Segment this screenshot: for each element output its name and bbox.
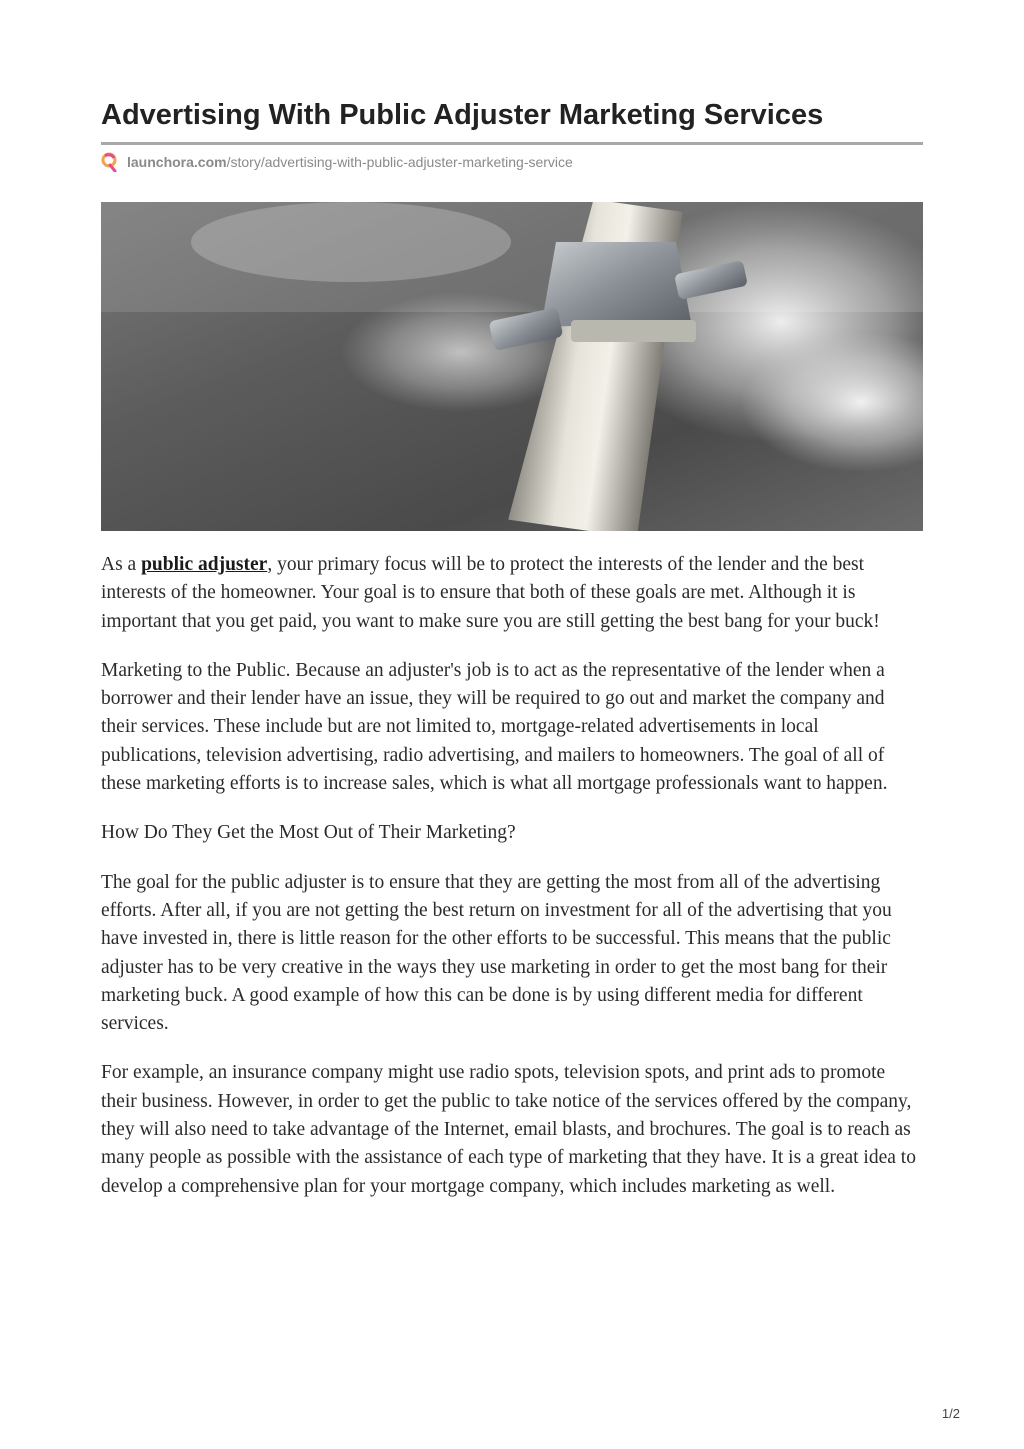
paragraph-example: For example, an insurance company might use radio spots, television spots, and print ads to promote their business. However, in order to get the public to take notice of the services offered by the company, they will also need to take advantage of the Internet, email blasts, and brochures. The goal is to reach as many people as possible with the assistance of each type of marketing that they have. It is a great idea to develop a comprehensive plan for your mortgage company, which includes marketing as well. (101, 1062, 916, 1197)
leaking-pipe-photo (101, 202, 923, 531)
title-divider (101, 142, 923, 145)
source-path: /story/advertising-with-public-adjuster-marketing-service (226, 154, 573, 170)
launchora-logo-icon (101, 152, 119, 172)
paragraph-question: How Do They Get the Most Out of Their Marketing? (101, 822, 516, 844)
article-body (101, 551, 923, 1222)
source-domain: launchora.com (127, 154, 227, 170)
paragraph-intro-lead: As a (101, 554, 142, 575)
source-line (101, 152, 573, 172)
paragraph-intro (101, 551, 923, 636)
paragraph-intro-rest: , your primary focus will be to protect the interests of the lender and the best interests of the homeowner. Your goal is to ensure that both of these goals are met. Although it is important that you get paid, you want to make sure you are still getting the best bang for your buck! (101, 554, 880, 632)
page-number: 1/2 (941, 1406, 960, 1421)
public-adjuster-link[interactable]: public adjuster (141, 554, 268, 575)
paragraph-marketing: Marketing to the Public. Because an adjuster's job is to act as the representative of the lender when a borrower and their lender have an issue, they will be required to go out and market the company and their services. These include but are not limited to, mortgage-related advertisements in local publications, television advertising, radio advertising, and mailers to homeowners. The goal of all of these marketing efforts is to increase sales, which is what all mortgage professionals want to happen. (101, 659, 888, 795)
page-title: Advertising With Public Adjuster Marketing Services (101, 99, 824, 131)
source-link[interactable] (127, 154, 573, 170)
paragraph-goal: The goal for the public adjuster is to ensure that they are getting the most from all of the advertising efforts. After all, if you are not getting the best return on investment for all of the advertising that you have invested in, there is little reason for the other efforts to be successful. This means that the public adjuster has to be very creative in the ways they use marketing in order to get the most bang for their marketing buck. A good example of how this can be done is by using different media for different services. (101, 871, 892, 1035)
